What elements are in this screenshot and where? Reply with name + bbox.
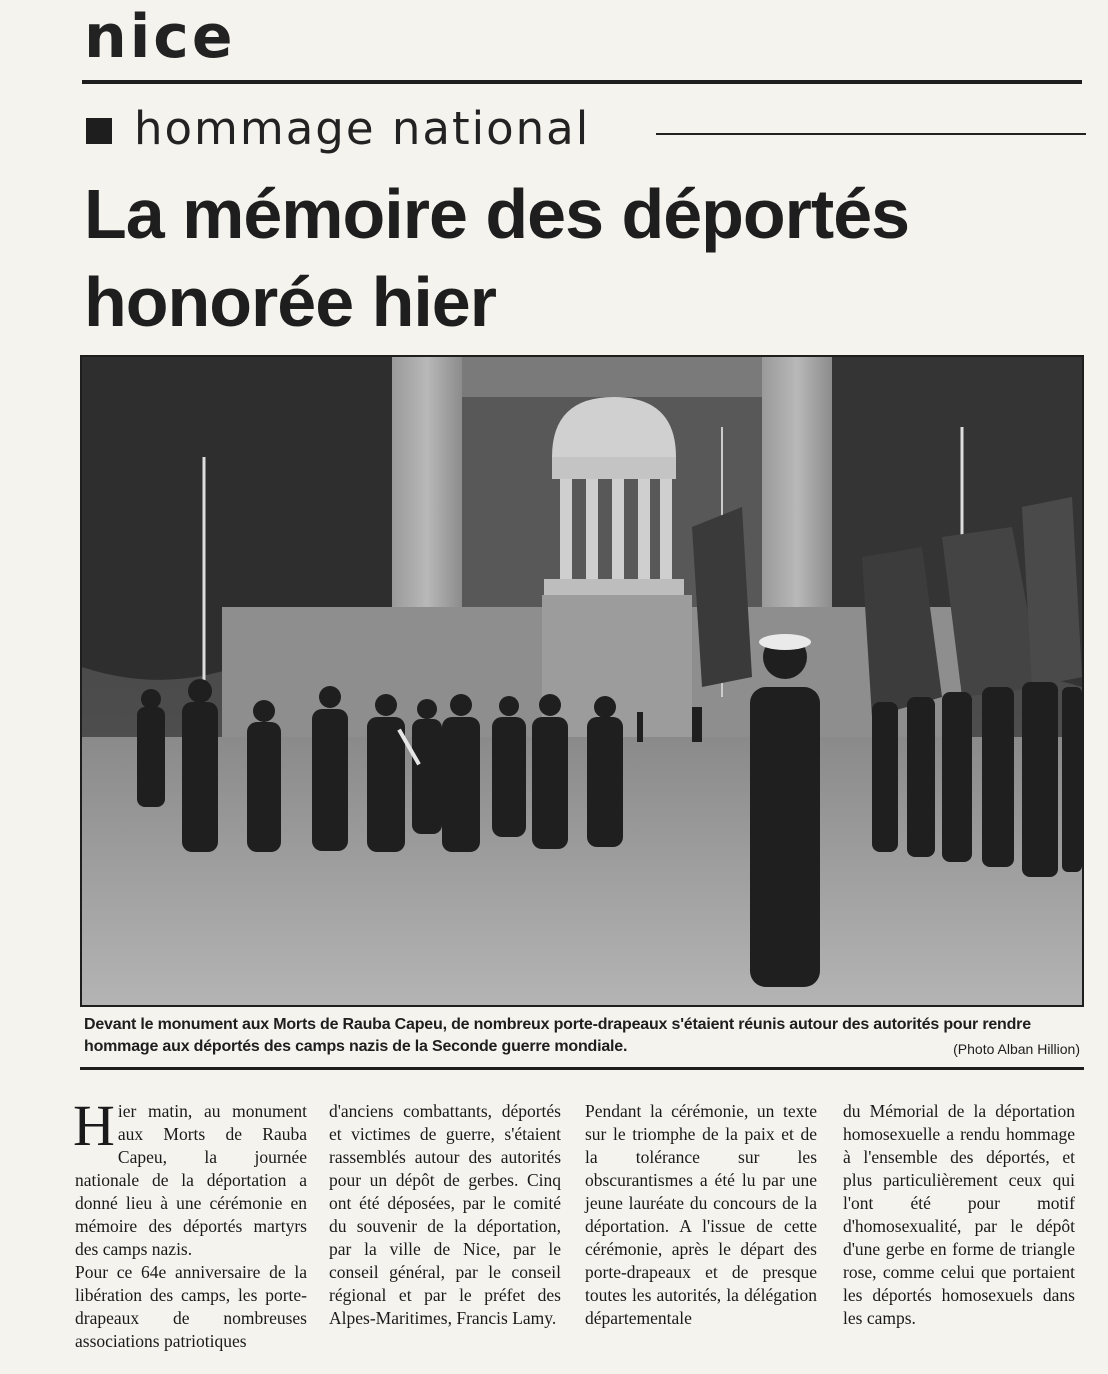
photo-illustration	[82, 357, 1082, 1005]
kicker-row	[86, 104, 1086, 154]
kicker: hommage national	[134, 102, 591, 155]
headline: La mémoire des déportés honorée hier	[84, 175, 910, 341]
article-paragraph	[73, 1093, 307, 1261]
drop-cap: H	[73, 1093, 115, 1158]
article-column-3	[585, 1100, 817, 1330]
article-column-1	[73, 1093, 307, 1353]
article-paragraph: du Mémorial de la déportation homosexuelle a rendu hommage à l'ensemble des déportés, et plus particulièrement ceux qui l'ont été pour motif d'homosexualité, par le dépôt d'une gerbe en forme de triangle rose, comme celui que portaient les déportés homosexuels dans les camps.	[843, 1101, 1075, 1328]
article-photo	[80, 355, 1084, 1007]
photo-caption-block	[80, 1012, 1084, 1070]
article-column-4	[843, 1100, 1075, 1330]
section-rule	[82, 80, 1082, 84]
photo-caption: Devant le monument aux Morts de Rauba Capeu, de nombreux porte-drapeaux s'étaient réunis autour des autorités pour rendre hommage aux déportés des camps nazis de la Seconde guerre mondiale.	[84, 1016, 1031, 1055]
paragraph-text: ier matin, au monument aux Morts de Rauba Capeu, la journée nationale de la déportation a donné lieu à une cérémonie en mémoire des déportés martyrs des camps nazis.	[75, 1101, 307, 1259]
article-paragraph: Pendant la cérémonie, un texte sur le triomphe de la paix et de la tolérance sur les obscurantismes a été lu par une jeune lauréate du concours de la déportation. A l'issue de cette cérémonie, après le départ des porte-drapeaux et de presque toutes les autorités, la délégation départementale	[585, 1101, 817, 1328]
section-title: nice	[84, 2, 236, 72]
article-paragraph: Pour ce 64e anniversaire de la libération des camps, les porte-drapeaux de nombreuses associations patriotiques	[75, 1262, 307, 1351]
article-paragraph: d'anciens combattants, déportés et victimes de guerre, s'étaient rassemblés autour des autorités pour un dépôt de gerbes. Cinq ont été déposées, par le comité du souvenir de la déportation, par la ville de Nice, par le conseil général, par le conseil régional et par le préfet des Alpes-Maritimes, Francis Lamy.	[329, 1101, 561, 1328]
article-column-2	[329, 1100, 561, 1330]
square-bullet-icon	[86, 118, 112, 144]
kicker-rule	[656, 133, 1086, 135]
photo-credit: (Photo Alban Hillion)	[953, 1041, 1080, 1057]
